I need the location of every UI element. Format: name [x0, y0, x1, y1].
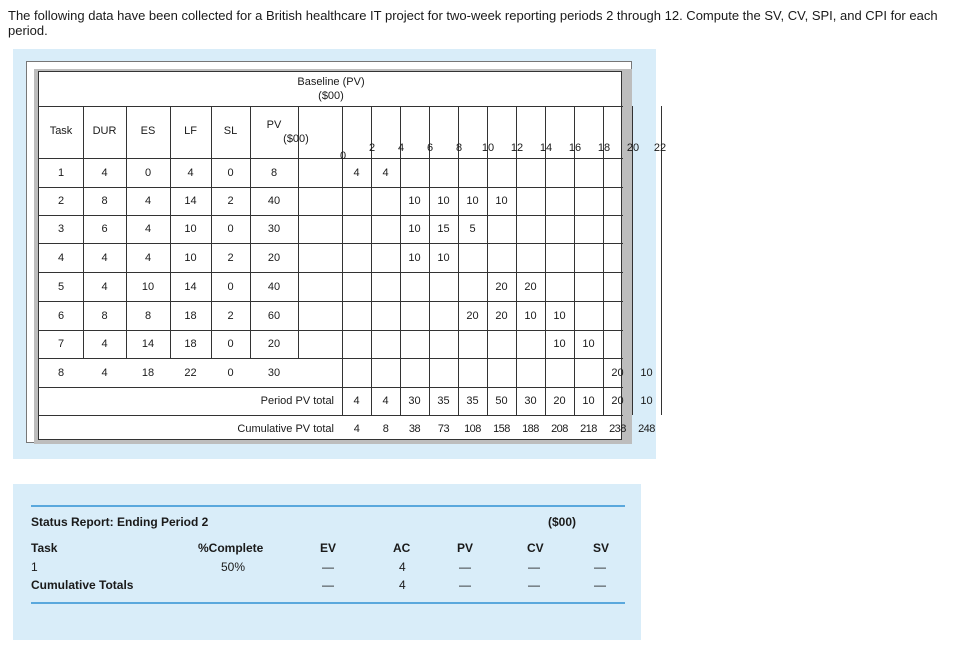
period-total-value: 20: [553, 395, 566, 407]
period-value: 20: [466, 309, 479, 322]
header-lf: LF: [184, 125, 197, 137]
cumulative-value: 73: [437, 423, 450, 435]
period-total-label: Period PV total: [260, 395, 334, 407]
cell-task: 8: [57, 366, 65, 379]
header-pv-unit: ($00): [283, 133, 309, 145]
grid-hline: [39, 415, 623, 416]
cell-dur: 8: [101, 195, 108, 207]
cell-pv: 30: [267, 223, 281, 235]
cell-es: 0: [144, 166, 152, 179]
cumulative-value: 188: [522, 423, 539, 435]
period-value: 4: [382, 166, 389, 179]
cell-task: 5: [57, 280, 65, 293]
cell-dur: 6: [101, 223, 108, 235]
cell-sl: 0: [227, 280, 234, 293]
period-value: 10: [408, 223, 421, 235]
cell-es: 10: [141, 280, 155, 293]
period-value: 10: [524, 309, 537, 322]
period-tick: 6: [426, 142, 434, 154]
cell-sl: 0: [227, 338, 234, 350]
period-value: 20: [524, 280, 537, 293]
cell-dur: 4: [101, 166, 108, 179]
period-value: 15: [437, 223, 450, 235]
status-top-rule: [31, 505, 625, 507]
status-totals-sv: —: [594, 578, 606, 592]
cell-pv: 40: [267, 280, 281, 293]
cell-dur: 4: [101, 338, 108, 350]
period-value: 5: [469, 223, 476, 235]
cell-pv: 60: [267, 309, 281, 322]
period-total-value: 30: [408, 395, 421, 407]
period-value: 10: [408, 251, 421, 264]
cell-pv: 30: [267, 366, 281, 379]
period-tick: 16: [568, 142, 582, 154]
status-header-task: Task: [31, 541, 58, 555]
header-sl: SL: [223, 125, 238, 137]
cumulative-value: 218: [580, 423, 597, 435]
status-header-pv: PV: [457, 541, 474, 555]
baseline-title: Baseline (PV): [297, 76, 365, 88]
period-value: 10: [437, 251, 450, 264]
status-row-ac: 4: [399, 560, 406, 574]
cell-es: 8: [144, 309, 152, 322]
period-tick: 10: [481, 142, 495, 154]
status-totals-cv: —: [528, 578, 540, 592]
cell-sl: 0: [227, 166, 234, 179]
period-total-value: 35: [466, 395, 479, 407]
cell-dur: 8: [101, 309, 108, 322]
period-tick: 14: [539, 142, 553, 154]
cell-lf: 18: [184, 338, 197, 350]
cell-dur: 4: [101, 280, 108, 293]
cumulative-value: 238: [609, 423, 626, 435]
cell-pv: 20: [267, 251, 281, 264]
status-totals-ac: 4: [399, 578, 406, 592]
cell-dur: 4: [101, 251, 108, 264]
cell-lf: 4: [187, 166, 194, 179]
status-totals-label: Cumulative Totals: [31, 578, 134, 592]
status-unit: ($00): [548, 515, 577, 529]
period-value: 10: [466, 195, 479, 207]
period-total-value: 20: [611, 395, 624, 407]
period-tick: 18: [597, 142, 611, 154]
cell-pv: 8: [270, 166, 278, 179]
cell-lf: 18: [184, 309, 197, 322]
cumulative-value: 38: [408, 423, 421, 435]
period-total-value: 4: [382, 395, 389, 407]
cumulative-value: 158: [493, 423, 510, 435]
cell-sl: 2: [227, 251, 234, 264]
status-row-task: 1: [31, 560, 38, 574]
period-value: 20: [495, 280, 508, 293]
status-totals-pv: —: [459, 578, 471, 592]
status-row-sv: —: [594, 560, 606, 574]
cell-task: 6: [57, 309, 65, 322]
cell-task: 4: [57, 251, 65, 264]
period-total-value: 30: [524, 395, 537, 407]
cell-es: 4: [144, 195, 152, 207]
grid-hline: [39, 387, 623, 388]
period-value: 10: [553, 338, 566, 350]
period-value: 10: [408, 195, 421, 207]
period-tick: 2: [368, 142, 376, 154]
status-bottom-rule: [31, 602, 625, 604]
cell-es: 14: [141, 338, 155, 350]
status-row-pv: —: [459, 560, 471, 574]
period-tick: 8: [455, 142, 463, 154]
header-pv: PV: [266, 119, 282, 131]
cell-es: 4: [144, 223, 152, 235]
cell-task: 7: [57, 338, 65, 350]
cell-lf: 10: [184, 251, 197, 264]
cumulative-value: 208: [551, 423, 568, 435]
period-value: 20: [495, 309, 508, 322]
status-header-ac: AC: [393, 541, 411, 555]
period-total-value: 50: [495, 395, 508, 407]
baseline-table: [38, 71, 667, 440]
cell-lf: 22: [184, 366, 197, 379]
cell-dur: 4: [101, 366, 108, 379]
cumulative-label: Cumulative PV total: [237, 423, 334, 435]
cumulative-value: 4: [353, 423, 360, 435]
period-value: 4: [353, 166, 360, 179]
cell-es: 18: [141, 366, 155, 379]
period-tick: 22: [653, 142, 667, 154]
cell-lf: 10: [184, 223, 197, 235]
cell-lf: 14: [184, 280, 197, 293]
status-row-cv: —: [528, 560, 540, 574]
cell-sl: 2: [227, 309, 234, 322]
cell-sl: 0: [227, 223, 234, 235]
question-text: The following data have been collected for a British healthcare IT project for two-week reporting periods 2 through 12. Compute the SV, CV, SPI, and CPI for each period.: [8, 8, 938, 38]
status-header-sv: SV: [593, 541, 610, 555]
status-title: Status Report: Ending Period 2: [31, 515, 209, 529]
period-value: 10: [553, 309, 566, 322]
period-tick: 4: [397, 142, 405, 154]
cell-pv: 20: [267, 338, 281, 350]
cell-sl: 0: [227, 366, 234, 379]
cell-pv: 40: [267, 195, 281, 207]
cell-lf: 14: [184, 195, 197, 207]
header-es: ES: [140, 125, 156, 137]
status-header-cv: CV: [527, 541, 544, 555]
period-total-value: 10: [640, 395, 653, 407]
cell-task: 3: [57, 223, 65, 235]
status-totals-ev: —: [322, 578, 334, 592]
cell-es: 4: [144, 251, 152, 264]
period-value: 10: [437, 195, 450, 207]
period-total-value: 10: [582, 395, 595, 407]
status-row-complete: 50%: [221, 560, 246, 574]
period-total-value: 4: [353, 395, 360, 407]
grid-hline: [39, 358, 623, 359]
period-value: 10: [582, 338, 595, 350]
period-tick: 20: [626, 142, 640, 154]
cumulative-value: 108: [464, 423, 481, 435]
cell-sl: 2: [227, 195, 234, 207]
status-header-ev: EV: [320, 541, 337, 555]
header-dur: DUR: [92, 125, 117, 137]
baseline-subtitle: ($00): [318, 90, 344, 102]
cumulative-value: 8: [382, 423, 389, 435]
period-total-value: 35: [437, 395, 450, 407]
status-row-ev: —: [322, 560, 334, 574]
cumulative-value: 248: [638, 423, 655, 435]
header-task: Task: [49, 125, 73, 137]
period-tick: 0: [340, 150, 347, 162]
period-value: 20: [611, 366, 624, 379]
cell-task: 1: [57, 166, 65, 179]
period-value: 10: [495, 195, 508, 207]
cell-task: 2: [57, 195, 65, 207]
status-header-complete: %Complete: [198, 541, 264, 555]
period-tick: 12: [510, 142, 524, 154]
period-value: 10: [640, 366, 653, 379]
